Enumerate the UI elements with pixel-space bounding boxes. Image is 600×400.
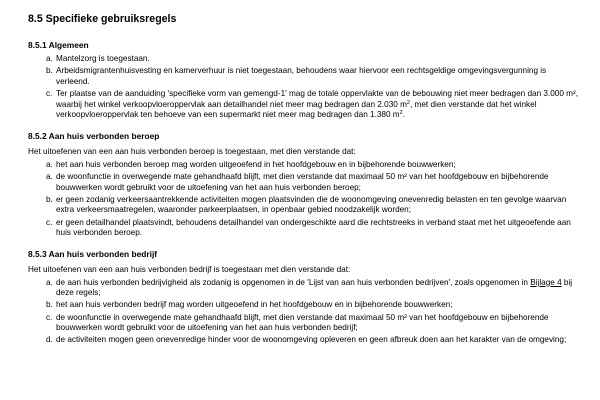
- item-text: .: [402, 110, 405, 120]
- section-intro: Het uitoefenen van een aan huis verbonden bedrijf is toegestaan met dien verstande dat:: [28, 264, 351, 274]
- item-letter: b.: [46, 66, 53, 76]
- item-letter: d.: [46, 335, 53, 345]
- item-letter: a.: [46, 54, 53, 63]
- item-letter: a.: [46, 159, 53, 169]
- rule-list: [28, 54, 578, 121]
- item-text: het aan huis verbonden beroep mag worden uitgeoefend in het hoofdgebouw en in bijbehorende bouwwerken;: [56, 159, 456, 169]
- item-letter: b.: [46, 194, 53, 204]
- item-text: de aan huis verbonden bedrijvigheid als zodanig is opgenomen in de 'Lijst van aan huis verbonden bedrijven', zoals opgenomen in: [56, 277, 531, 287]
- list-item: [46, 160, 578, 171]
- section-bedrijf: [28, 249, 578, 346]
- list-item: [46, 278, 578, 299]
- list-item: [46, 54, 578, 65]
- list-item: [46, 335, 578, 346]
- list-item: [46, 172, 578, 193]
- item-text: de woonfunctie in overwegende mate gehandhaafd blijft, met dien verstande dat maximaal 50 m² van het hoofdgebouw en bijbehorende bouwwerken wordt gebruikt voor de uitoefening van het aan huis verbonden bedrijf;: [56, 312, 549, 333]
- subsection-heading: 8.5.1 Algemeen: [28, 40, 89, 50]
- list-item: [46, 300, 578, 311]
- list-item: [46, 66, 578, 87]
- section-beroep: [28, 131, 578, 239]
- list-item: [46, 195, 578, 216]
- item-text: er geen detailhandel plaatsvindt, behoudens detailhandel van ondergeschikte aard die rechtstreeks in verband staat met het uitgeoefende aan huis verbonden beroep.: [56, 217, 571, 238]
- bijlage-link[interactable]: Bijlage 4: [530, 277, 562, 287]
- item-text: Ter plaatse van de aanduiding 'specifieke vorm van gemengd-1' mag de totale oppervlakte van de bebouwing niet meer bedragen dan 3.000 m², waarbij het winkel verkoopvloeroppervlak aan detailhandel niet meer mag bedragen dan 2.030 m: [56, 88, 578, 109]
- item-letter: a.: [46, 171, 53, 181]
- list-item: [46, 313, 578, 334]
- section-algemeen: [28, 40, 578, 121]
- item-text: Mantelzorg is toegestaan.: [56, 54, 150, 63]
- item-text: , met dien verstande dat het winkel verkoopvloeroppervlak ten behoeve van een supermarkt niet meer mag bedragen dan 1.380 m: [56, 99, 537, 120]
- subsection-heading: 8.5.2 Aan huis verbonden beroep: [28, 130, 160, 141]
- list-item: [46, 218, 578, 239]
- item-text: Arbeidsmigrantenhuisvesting en kamerverhuur is niet toegestaan, behoudens waar hiervoor een rechtsgeldige omgevingsvergunning is verleend.: [56, 66, 547, 86]
- item-letter: b.: [46, 300, 53, 310]
- item-text: het aan huis verbonden bedrijf mag worden uitgeoefend in het hoofdgebouw en in bijbehorende bouwwerken;: [56, 300, 453, 310]
- list-item: [46, 89, 578, 121]
- superscript: 2: [406, 99, 410, 106]
- rule-list: [28, 160, 578, 239]
- section-intro: Het uitoefenen van een aan huis verbonden beroep is toegestaan, met dien verstande dat:: [28, 146, 356, 156]
- item-letter: c.: [46, 88, 53, 98]
- item-text: de activiteiten mogen geen onevenredige hinder voor de woonomgeving opleveren en geen afbreuk doen aan het karakter van de omgeving;: [56, 335, 567, 345]
- item-letter: a.: [46, 277, 53, 287]
- item-text: de woonfunctie in overwegende mate gehandhaafd blijft, met dien verstande dat maximaal 50 m² van het hoofdgebouw en bijbehorende bouwwerken wordt gebruikt voor de uitoefening van het aan huis verbonden beroep;: [56, 171, 549, 192]
- section-title: 8.5 Specifieke gebruiksregels: [28, 13, 177, 25]
- subsection-heading: 8.5.3 Aan huis verbonden bedrijf: [28, 248, 158, 259]
- item-text: er geen zodanig verkeersaantrekkende activiteiten mogen plaatsvinden die de woonomgeving onevenredig belasten en ten gevolge waarvan extra verkeersmaatregelen, waaronder parkeerplaatsen, in openbaar gebied noodzakelijk worden;: [56, 194, 567, 215]
- item-letter: c.: [46, 217, 53, 227]
- item-text: bij deze regels;: [56, 277, 573, 298]
- item-letter: c.: [46, 312, 53, 322]
- superscript: 2: [399, 110, 403, 117]
- rule-list: [28, 278, 578, 346]
